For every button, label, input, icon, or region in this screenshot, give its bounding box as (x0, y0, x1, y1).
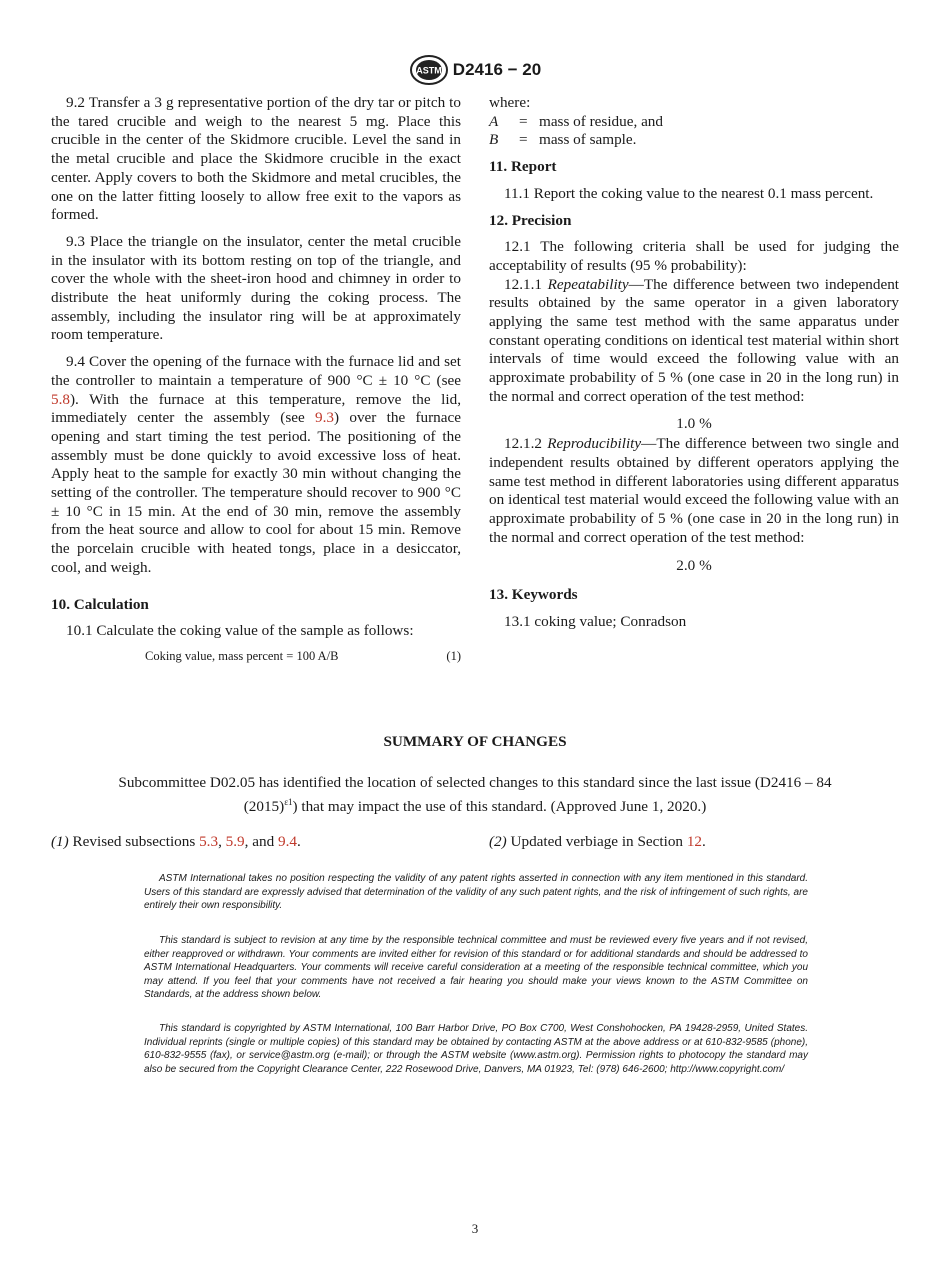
page-header (0, 54, 950, 86)
section-12-heading: 12. Precision (489, 211, 572, 229)
section-10-heading: 10. Calculation (51, 595, 149, 613)
equation-text: Coking value, mass percent = 100 A/B (145, 648, 339, 663)
summary-of-changes-text: Subcommittee D02.05 has identified the location of selected changes to this standard since the last issue (D2416 – 84 $(2015)^{\varepsilon 1}$) that may impact the use of this standard. (Approved June 1, 2020.) (118, 774, 832, 815)
reproducibility-value: 2.0 % (676, 557, 712, 575)
link-5-3[interactable]: 5.3 (199, 833, 219, 850)
link-section-12[interactable]: 12 (686, 833, 702, 850)
paragraph-13-1: 13.1 coking value; Conradson (504, 612, 687, 630)
section-11-heading: 11. Report (489, 158, 557, 176)
page-number: 3 (471, 1221, 479, 1236)
paragraph-10-1: 10.1 Calculate the coking value of the sample as follows: (66, 622, 414, 640)
equation-1 (51, 647, 461, 666)
astm-logo-icon (409, 54, 449, 86)
paragraph-11-1: 11.1 Report the coking value to the nearest 0.1 mass percent. (504, 184, 874, 202)
section-13-heading: 13. Keywords (489, 586, 578, 604)
left-column (51, 94, 461, 666)
paragraph-12-1: 12.1 The following criteria shall be used for judging the acceptability of results (95 % probability): (489, 238, 899, 274)
right-column (489, 94, 899, 632)
paragraph-9-4: 9.4 Cover the opening of the furnace with the furnace lid and set the controller to maintain a temperature of 900 °C ± 10 °C (see 5.8). With the furnace at this temperature, remove the lid, immediately center the assembly (see 9.3) over the furnace opening and start timing the test period. The positioning of the assembly must be done quickly to avoid excessive loss of heat. Apply heat to the sample for exactly 30 min without changing the setting of the controller. The temperature should recover to 900 °C ± 10 °C in 15 min. At the end of 30 min, remove the assembly from the heat source and allow to cool for about 15 min. Remove the porcelain crucible with heated tongs, place in a desiccator, cool, and weigh. (51, 353, 462, 576)
variable-b: B = mass of sample. (489, 131, 637, 149)
paragraph-12-1-1: 12.1.1 Repeatability—The difference between two independent results obtained by the same operator in a given laboratory applying the same test method with the same apparatus under constant operating conditions on identical test material within short intervals of time would exceed the following value with an approximate probability of 5 % (one case in 20 in the long run) in the normal and correct operation of the test method: (489, 275, 900, 405)
copyright-notice: This standard is copyrighted by ASTM International, 100 Barr Harbor Drive, PO Box C700, West Conshohocken, PA 19428-2959, United States. Individual reprints (single or multiple copies) of this standard may be obtained by contacting ASTM at the above address or at 610-832-9585 (phone), 610-832-9555 (fax), or service@astm.org (e-mail); or through the ASTM website (www.astm.org). Permission rights to photocopy the standard may also be secured from the Copyright Clearance Center, 222 Rosewood Drive, Danvers, MA 01923, Tel: (978) 646-2600; http://www.copyright.com/ (144, 1023, 808, 1075)
revision-notice: This standard is subject to revision at any time by the responsible technical committee and must be reviewed every five years and if not revised, either reapproved or withdrawn. Your comments are invited either for revision of this standard or for additional standards and should be addressed to ASTM International Headquarters. Your comments will receive careful consideration at a meeting of the responsible technical committee, which you may attend. If you feel that your comments have not received a fair hearing you should make your views known to the ASTM Committee on Standards, at the address shown below. (144, 935, 808, 1000)
equation-number: (1) (446, 648, 461, 663)
repeatability-value: 1.0 % (676, 414, 712, 432)
change-item-2: (2) Updated verbiage in Section 12. (489, 833, 706, 850)
link-5-8[interactable]: 5.8 (51, 390, 70, 408)
summary-of-changes-title: SUMMARY OF CHANGES (383, 733, 567, 750)
link-5-9[interactable]: 5.9 (225, 833, 245, 850)
variable-a: A = mass of residue, and (489, 112, 663, 130)
standard-designation: D2416 − 20 (452, 60, 542, 79)
link-9-4[interactable]: 9.4 (277, 833, 297, 850)
where-label: where: (489, 94, 531, 111)
patent-notice: ASTM International takes no position respecting the validity of any patent rights asserted in connection with any item mentioned in this standard. Users of this standard are expressly advised that determination of the validity of any such patent rights, and the risk of infringement of such rights, are entirely their own responsibility. (144, 873, 808, 911)
change-item-1: (1) Revised subsections 5.3, 5.9, and 9.4. (51, 833, 301, 850)
paragraph-9-3: 9.3 Place the triangle on the insulator, center the metal crucible in the insulator with its bottom resting on top of the triangle, and cover the whole with the sheet-iron hood and chimney in order to distribute the heat uniformly during the coking process. The assembly, including the insulator ring will be at approximately room temperature. (51, 232, 461, 344)
link-9-3[interactable]: 9.3 (315, 409, 334, 427)
paragraph-9-2: 9.2 Transfer a 3 g representative portion of the dry tar or pitch to the tared crucible and weigh to the nearest 5 mg. Place this crucible in the center of the Skidmore crucible. Level the sand in the metal crucible and place the Skidmore crucible in the exact center. Apply covers to both the Skidmore and metal crucibles, the one on the latter fitting loosely to allow free exit to the vapors as formed. (51, 94, 461, 224)
paragraph-12-1-2: 12.1.2 Reproducibility—The difference between two single and independent results obtained by different operators applying the same test method in different laboratories using different apparatus on identical test material would exceed the following value with an approximate probability of 5 % (one case in 20 in the long run) in the normal and correct operation of the test method: (489, 435, 900, 546)
svg-text:ASTM: ASTM (416, 65, 442, 76)
